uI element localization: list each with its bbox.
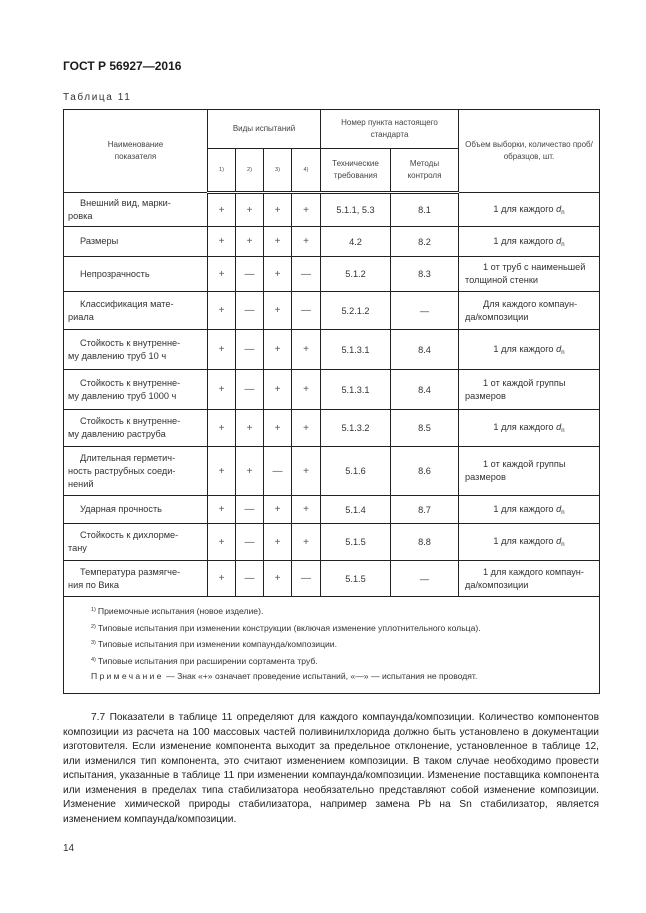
sample-size — [459, 227, 600, 257]
header-test-type-3: 3) — [264, 149, 292, 193]
dn-symbol: d — [556, 536, 562, 546]
header-sample-size: Объем выборки, количество проб/образцов, шт. — [459, 110, 600, 193]
sample-size-text: 1 для каждого — [493, 503, 557, 514]
page-number: 14 — [63, 843, 75, 854]
table-11 — [63, 109, 600, 694]
sample-size — [459, 447, 600, 496]
tech-requirement-clause: 5.1.3.1 — [321, 370, 391, 410]
header-control-methods: Методы контроля — [391, 149, 459, 193]
tech-requirement-clause: 5.2.1.2 — [321, 292, 391, 330]
table-row — [64, 561, 600, 597]
sample-size — [459, 257, 600, 292]
test-type-4-mark: + — [292, 524, 321, 561]
sample-size — [459, 292, 600, 330]
indicator-name-line1: Стойкость к дихлорме- — [80, 530, 179, 540]
footnote-mark: 1) — [91, 607, 96, 613]
test-type-1-mark: + — [208, 257, 236, 292]
dn-subscript: n — [561, 241, 565, 248]
table-row — [64, 410, 600, 447]
test-type-1-mark: + — [208, 227, 236, 257]
sample-size — [459, 370, 600, 410]
indicator-name — [64, 410, 208, 447]
dn-subscript: n — [561, 428, 565, 434]
test-type-3-mark: + — [264, 257, 292, 292]
sample-size-rest: размеров — [465, 472, 506, 482]
test-type-4-mark: + — [292, 447, 321, 496]
test-type-1-mark: + — [208, 410, 236, 447]
table-row — [64, 370, 600, 410]
footnote-text: Приемочные испытания (новое изделие). — [97, 606, 264, 616]
indicator-name-rest: му давлению труб 1000 ч — [68, 390, 177, 401]
test-type-1-mark: + — [208, 292, 236, 330]
control-method-clause: — — [391, 292, 459, 330]
footnote-mark: 2) — [91, 623, 96, 630]
test-type-4-mark: + — [292, 410, 321, 447]
header-indicator-name: Наименование показателя — [64, 110, 208, 193]
header-test-type-4: 4) — [292, 149, 321, 193]
sample-size-line1: Для каждого компаун- — [483, 298, 578, 309]
test-type-3-mark: + — [264, 292, 292, 330]
tech-requirement-clause: 5.1.2 — [321, 257, 391, 292]
indicator-name — [64, 447, 208, 496]
indicator-name — [64, 370, 208, 410]
table-row — [64, 193, 600, 227]
tech-requirement-clause: 5.1.1, 5.3 — [321, 193, 391, 227]
table-row — [64, 496, 600, 524]
indicator-name-rest: ровка — [68, 210, 93, 221]
sample-size — [459, 330, 600, 370]
control-method-clause: 8.4 — [391, 330, 459, 370]
note-label: Примечание — [91, 671, 164, 681]
paragraph-text: 7.7 Показатели в таблице 11 определяют для каждого компаунда/композиции. Количество компонентов композиции из расчета на 100 массовых частей поливинилхлорида должно быть установлено в документации изготовителя. Если изменение компонента выходит за предельное отклонение, установленное в таблице 12, или изменился тип компонента, это считают изменением композиции. В таком случае необходимо провести испытания, указанные в таблице 11 при изменении компаунда/композиции. Изменение поставщика компонента или изменения в пределах типа стабилизатора необязательно представляют собой изменение композиции. Изменение химической природы стабилизатора, например замена Pb на Sn стабилизатор, является изменением компаунда/композиции. — [63, 712, 599, 825]
control-method-clause: 8.7 — [391, 496, 459, 524]
sample-size-text: 1 для каждого — [493, 422, 557, 432]
footnote — [91, 620, 599, 637]
test-type-1-mark: + — [208, 496, 236, 524]
test-type-4-mark: + — [292, 227, 321, 257]
tech-requirement-clause: 5.1.6 — [321, 447, 391, 496]
header-test-type-2: 2) — [236, 149, 264, 193]
dn-subscript: n — [561, 349, 565, 356]
indicator-name-rest: тану — [68, 543, 87, 553]
footnote — [91, 636, 599, 653]
indicator-name-line1: Температура размягче- — [80, 566, 181, 577]
test-type-2-mark: — — [236, 524, 264, 561]
test-type-1-mark: + — [208, 561, 236, 597]
test-type-1-mark: + — [208, 330, 236, 370]
sample-size — [459, 524, 600, 561]
footnote — [91, 603, 599, 620]
sample-size-rest: да/композиции — [465, 311, 529, 322]
control-method-clause: 8.1 — [391, 193, 459, 227]
indicator-name-line1: Непрозрачность — [80, 268, 150, 279]
indicator-name-line1: Размеры — [80, 236, 119, 246]
table-body — [64, 193, 600, 597]
test-type-1-mark: + — [208, 193, 236, 227]
dn-symbol: d — [556, 235, 562, 246]
indicator-name-rest: му давлению труб 10 ч — [68, 350, 167, 361]
test-type-2-mark: + — [236, 447, 264, 496]
control-method-clause: 8.6 — [391, 447, 459, 496]
indicator-name — [64, 227, 208, 257]
indicator-name-rest: ность раструбных соеди- нений — [68, 465, 176, 489]
tech-requirement-clause: 5.1.5 — [321, 561, 391, 597]
header-tech-requirements: Технические требования — [321, 149, 391, 193]
sample-size-rest: да/композиции — [465, 579, 529, 590]
indicator-name-line1: Ударная прочность — [80, 504, 162, 514]
indicator-name-rest: му давлению раструба — [68, 429, 166, 439]
test-type-2-mark: — — [236, 496, 264, 524]
test-type-2-mark: — — [236, 330, 264, 370]
test-type-4-mark: — — [292, 561, 321, 597]
test-type-1-mark: + — [208, 524, 236, 561]
dn-subscript: n — [561, 509, 565, 516]
test-type-4-mark: — — [292, 292, 321, 330]
control-method-clause: 8.8 — [391, 524, 459, 561]
test-type-3-mark: + — [264, 561, 292, 597]
test-type-1-mark: + — [208, 370, 236, 410]
test-type-3-mark: + — [264, 330, 292, 370]
test-type-3-mark: + — [264, 227, 292, 257]
indicator-name-rest: риала — [68, 311, 94, 322]
dn-symbol: d — [556, 503, 562, 514]
sample-size-rest: толщиной стенки — [465, 275, 538, 285]
test-type-4-mark: + — [292, 193, 321, 227]
sample-size-text: 1 для каждого — [493, 203, 557, 214]
table-row — [64, 447, 600, 496]
header-clause-group: Номер пункта настоящего стандарта — [321, 110, 459, 149]
indicator-name — [64, 292, 208, 330]
test-type-2-mark: — — [236, 257, 264, 292]
footnote-mark: 4) — [91, 656, 96, 663]
indicator-name-line1: Классификация мате- — [80, 298, 174, 309]
test-type-4-mark: + — [292, 370, 321, 410]
test-type-3-mark: + — [264, 496, 292, 524]
test-type-3-mark: + — [264, 193, 292, 227]
sample-size-text: 1 для каждого — [493, 235, 557, 246]
test-type-1-mark: + — [208, 447, 236, 496]
header-test-types: Виды испытаний — [208, 110, 321, 149]
footnote-text: Типовые испытания при изменении конструкции (включая изменение уплотнительного кольца). — [97, 622, 481, 633]
test-type-2-mark: — — [236, 370, 264, 410]
test-type-3-mark: + — [264, 410, 292, 447]
sample-size — [459, 410, 600, 447]
test-type-4-mark: + — [292, 330, 321, 370]
test-type-3-mark: + — [264, 524, 292, 561]
table-row — [64, 292, 600, 330]
dn-symbol: d — [556, 343, 562, 354]
test-type-4-mark: — — [292, 257, 321, 292]
dn-subscript: n — [561, 542, 565, 548]
table-row — [64, 227, 600, 257]
footnote-text: Типовые испытания при изменении компаунда/композиции. — [97, 639, 337, 649]
dn-symbol: d — [556, 422, 562, 432]
sample-size-line1: 1 от труб с наименьшей — [483, 262, 586, 272]
sample-size-line1: 1 от каждой группы — [483, 459, 566, 469]
sample-size-line1: 1 от каждой группы — [483, 377, 566, 388]
indicator-name-line1: Стойкость к внутренне- — [80, 337, 181, 348]
indicator-name — [64, 496, 208, 524]
sample-size-text: 1 для каждого — [493, 536, 557, 546]
document-header: ГОСТ Р 56927—2016 — [63, 59, 182, 73]
test-type-3-mark: + — [264, 370, 292, 410]
table-note — [91, 669, 599, 685]
indicator-name-line1: Стойкость к внутренне- — [80, 377, 181, 388]
tech-requirement-clause: 5.1.4 — [321, 496, 391, 524]
test-type-2-mark: + — [236, 193, 264, 227]
control-method-clause: 8.3 — [391, 257, 459, 292]
sample-size — [459, 561, 600, 597]
tech-requirement-clause: 5.1.3.1 — [321, 330, 391, 370]
indicator-name-line1: Стойкость к внутренне- — [80, 416, 181, 426]
sample-size — [459, 496, 600, 524]
sample-size — [459, 193, 600, 227]
section-7-7-paragraph — [63, 711, 599, 827]
indicator-name-rest: ния по Вика — [68, 579, 119, 590]
sample-size-text: 1 для каждого — [493, 343, 557, 354]
indicator-name — [64, 524, 208, 561]
sample-size-line1: 1 для каждого компаун- — [483, 566, 584, 577]
test-type-2-mark: + — [236, 410, 264, 447]
table-caption: Таблица 11 — [63, 92, 132, 103]
test-type-3-mark: — — [264, 447, 292, 496]
indicator-name — [64, 330, 208, 370]
footnote — [91, 653, 599, 670]
sample-size-rest: размеров — [465, 390, 506, 401]
footnote-text: Типовые испытания при расширении сортамента труб. — [97, 655, 318, 666]
control-method-clause: 8.5 — [391, 410, 459, 447]
indicator-name — [64, 193, 208, 227]
indicator-name-line1: Внешний вид, марки- — [80, 197, 171, 208]
test-type-2-mark: + — [236, 227, 264, 257]
tech-requirement-clause: 5.1.3.2 — [321, 410, 391, 447]
footnote-mark: 3) — [91, 640, 96, 646]
note-text: — Знак «+» означает проведение испытаний, «—» — испытания не проводят. — [163, 671, 478, 681]
table-row — [64, 330, 600, 370]
test-type-2-mark: — — [236, 561, 264, 597]
tech-requirement-clause: 5.1.5 — [321, 524, 391, 561]
tech-requirement-clause: 4.2 — [321, 227, 391, 257]
test-type-4-mark: + — [292, 496, 321, 524]
indicator-name — [64, 561, 208, 597]
indicator-name — [64, 257, 208, 292]
header-test-type-1: 1) — [208, 149, 236, 193]
indicator-name-line1: Длительная герметич- — [80, 452, 176, 463]
table-row — [64, 257, 600, 292]
control-method-clause: 8.2 — [391, 227, 459, 257]
dn-subscript: n — [561, 209, 565, 216]
control-method-clause: 8.4 — [391, 370, 459, 410]
test-type-2-mark: — — [236, 292, 264, 330]
table-row — [64, 524, 600, 561]
table-footnotes — [64, 597, 600, 694]
control-method-clause: — — [391, 561, 459, 597]
dn-symbol: d — [556, 203, 562, 214]
